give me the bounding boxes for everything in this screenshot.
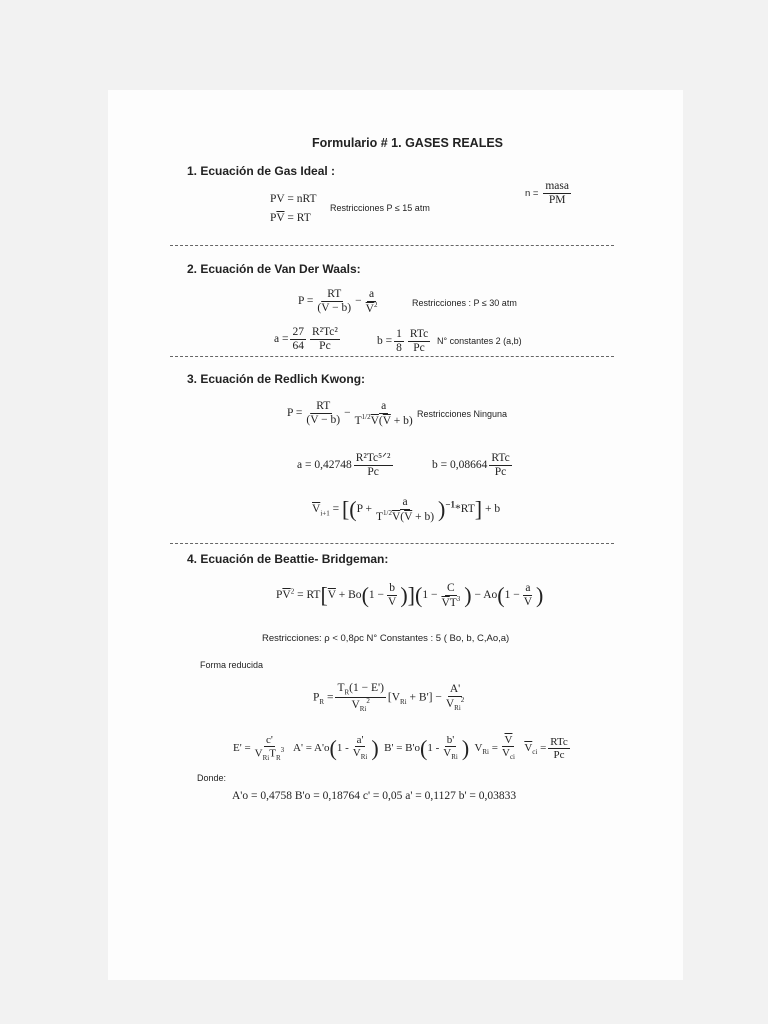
section-2-heading: 2. Ecuación de Van Der Waals: bbox=[187, 262, 361, 276]
section-4-heading: 4. Ecuación de Beattie- Bridgeman: bbox=[187, 552, 389, 566]
ideal-gas-restrictions: Restricciones P ≤ 15 atm bbox=[330, 203, 430, 213]
bb-constants: A'o = 0,4758 B'o = 0,18764 c' = 0,05 a' = 0,1127 b' = 0,03833 bbox=[232, 790, 517, 802]
bb-equation: $P\overline{V}^2 = RT[\overline{V} + Bo(1$ − $\frac{b}{V}$ )](1 − $\frac{C}{\overline{V}T^3}$ ) − Ao(1 − $\frac{a}{V}$ ) bbox=[276, 582, 544, 609]
donde-label: Donde: bbox=[197, 773, 227, 783]
divider bbox=[170, 543, 614, 544]
reduced-form-label: Forma reducida bbox=[200, 660, 264, 670]
vdw-constants: N° constantes 2 (a,b) bbox=[437, 336, 522, 346]
ideal-gas-eq2: $P\overline{V}$ = RT bbox=[270, 212, 311, 224]
vdw-equation: P = $\frac{RT}{(\overline{V} - b)}$ − $\frac{a}{\overline{V}^2}$ bbox=[298, 288, 378, 315]
divider bbox=[170, 245, 614, 246]
ideal-gas-eq1: PV = nRT bbox=[270, 193, 317, 205]
rk-a: a = 0,42748 $\frac{\text{R²Tc⁵ᐟ²}}{Pc}$ bbox=[297, 452, 391, 478]
bb-reduced-definitions: E' = $\frac{c'}{V_{Ri}T_R^3}$ A' = A'o(1 - $\frac{a'}{V_{Ri}}$ ) B' = B'o(1 - $\frac{b'}{V_{Ri}}$ ) $V_{Ri}$ = $\frac{\overline{V}}{\overline{V}_{ci}}$ $\overline{V}_{ci}$ = $\frac{\text{RTc}}{Pc}$ bbox=[233, 734, 568, 762]
section-3-heading: 3. Ecuación de Redlich Kwong: bbox=[187, 372, 366, 386]
vdw-b: b = $\frac{1}{8}$ $\frac{\text{RTc}}{Pc}$ bbox=[377, 328, 429, 354]
section-1-heading: 1. Ecuación de Gas Ideal : bbox=[187, 164, 336, 178]
rk-restrictions: Restricciones Ninguna bbox=[417, 409, 508, 419]
bb-reduced-equation: $P_R$ = $\frac{T_R(1 - E')}{V_{Ri}^2}$ $[V_{Ri} + B']$ − $\frac{A'}{V_{Ri}^2}$ bbox=[313, 682, 465, 714]
vdw-a: a = $\frac{27}{64}$ $\frac{\text{R²Tc²}}{Pc}$ bbox=[274, 326, 338, 352]
bb-restrictions: Restricciones: ρ < 0,8ρc N° Constantes : 5 ( Bo, b, C,Ao,a) bbox=[262, 633, 510, 644]
moles-formula: n = $\frac{\text{masa}}{PM}$ bbox=[525, 180, 569, 206]
rk-b: b = 0,08664 $\frac{\text{RTc}}{Pc}$ bbox=[432, 452, 510, 478]
document-page bbox=[108, 90, 683, 980]
divider bbox=[170, 356, 614, 357]
rk-equation: P = $\frac{RT}{(\overline{V} - b)}$ − $\frac{a}{T^{1/2}\overline{V}(\overline{V} + b)}$ bbox=[287, 400, 413, 427]
vdw-restrictions: Restricciones : P ≤ 30 atm bbox=[412, 298, 517, 308]
rk-iteration: $\overline{V}_{i+1} = [(P$ + $\frac{a}{T^{1/2}\overline{V}(\overline{V} + b)}$ )$^{-1}$*RT] + b bbox=[312, 496, 501, 523]
document-title: Formulario # 1. GASES REALES bbox=[312, 136, 504, 150]
